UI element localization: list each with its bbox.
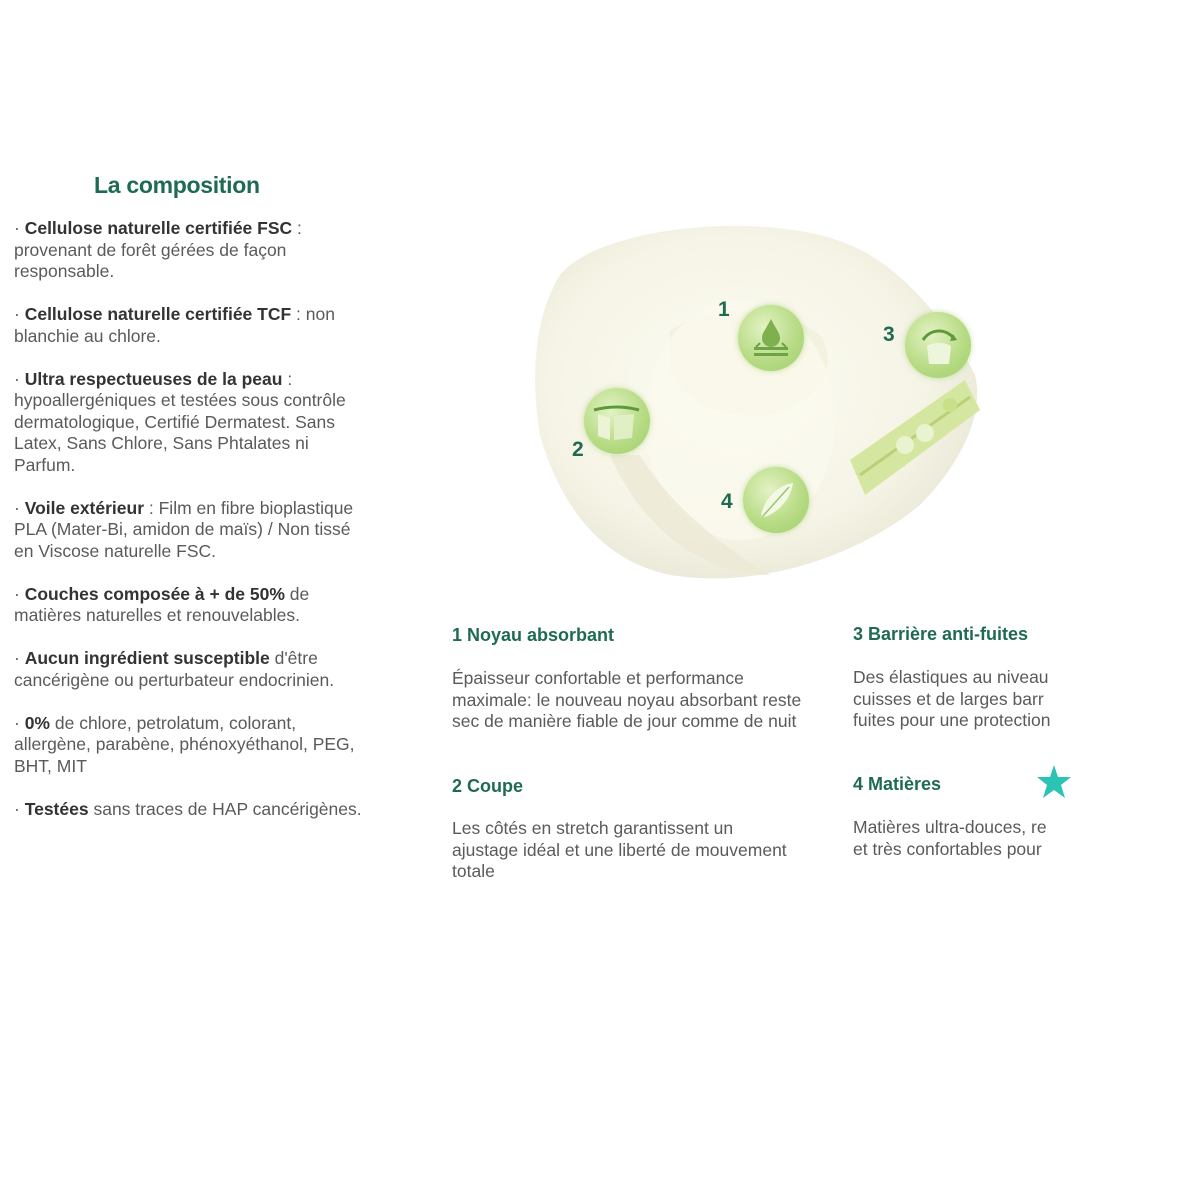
feature-3-desc-line: cuisses et de larges barr: [853, 688, 1044, 709]
composition-item: · Couches composée à + de 50% de matières naturelles et renouvelables.: [14, 583, 310, 625]
composition-item: · Ultra respectueuses de la peau : hypoallergéniques et testées sous contrôle dermatologique, Certifié Dermatest. Sans Latex, Sans Chlore, Sans Phtalates ni Parfum.: [14, 368, 346, 475]
composition-item: · Cellulose naturelle certifiée FSC : provenant de forêt gérées de façon responsable.: [14, 218, 302, 281]
marker-number-2: 2: [572, 438, 584, 461]
diaper-cut-icon: [584, 388, 650, 454]
composition-item: · 0% de chlore, petrolatum, colorant, allergène, parabène, phénoxyéthanol, PEG, BHT, MIT: [14, 712, 355, 776]
feature-3-desc-line: fuites pour une protection: [853, 710, 1051, 730]
composition-item: · Cellulose naturelle certifiée TCF : non blanchie au chlore.: [14, 304, 335, 346]
star-icon: [1035, 763, 1073, 801]
composition-item: · Testées sans traces de HAP cancérigènes.: [14, 798, 362, 819]
composition-title: La composition: [94, 172, 260, 198]
composition-list: [14, 218, 369, 842]
feature-1-title: 1 Noyau absorbant: [452, 625, 615, 645]
features-right-column: [853, 620, 1081, 900]
feature-1-desc: Épaisseur confortable et performance maximale: le nouveau noyau absorbant reste sec de manière fiable de jour comme de nuit: [452, 668, 802, 731]
marker-number-1: 1: [718, 298, 730, 321]
feature-2-title: 2 Coupe: [452, 776, 524, 796]
feature-3-desc-line: Des élastiques au niveau: [853, 667, 1049, 687]
feature-4-title: 4 Matières: [853, 774, 942, 794]
composition-item: · Aucun ingrédient susceptible d'être cancérigène ou perturbateur endocrinien.: [14, 648, 335, 690]
feature-2-desc: Les côtés en stretch garantissent un ajustage idéal et une liberté de mouvement totale: [452, 818, 787, 881]
product-illustration: [520, 205, 990, 600]
marker-number-3: 3: [883, 323, 895, 346]
elastic-barrier-icon: [905, 312, 971, 378]
feature-4-desc-line: Matières ultra-douces, re: [853, 817, 1047, 837]
composition-item: · Voile extérieur : Film en fibre bioplastique PLA (Mater-Bi, amidon de maïs) / Non tissé en Viscose naturelle FSC.: [14, 497, 354, 561]
feature-4-desc-line: et très confortables pour: [853, 838, 1042, 859]
feature-3-title: 3 Barrière anti-fuites: [853, 624, 1029, 644]
feather-icon: [743, 467, 809, 533]
marker-number-4: 4: [721, 490, 733, 513]
droplet-layers-icon: [738, 305, 804, 371]
